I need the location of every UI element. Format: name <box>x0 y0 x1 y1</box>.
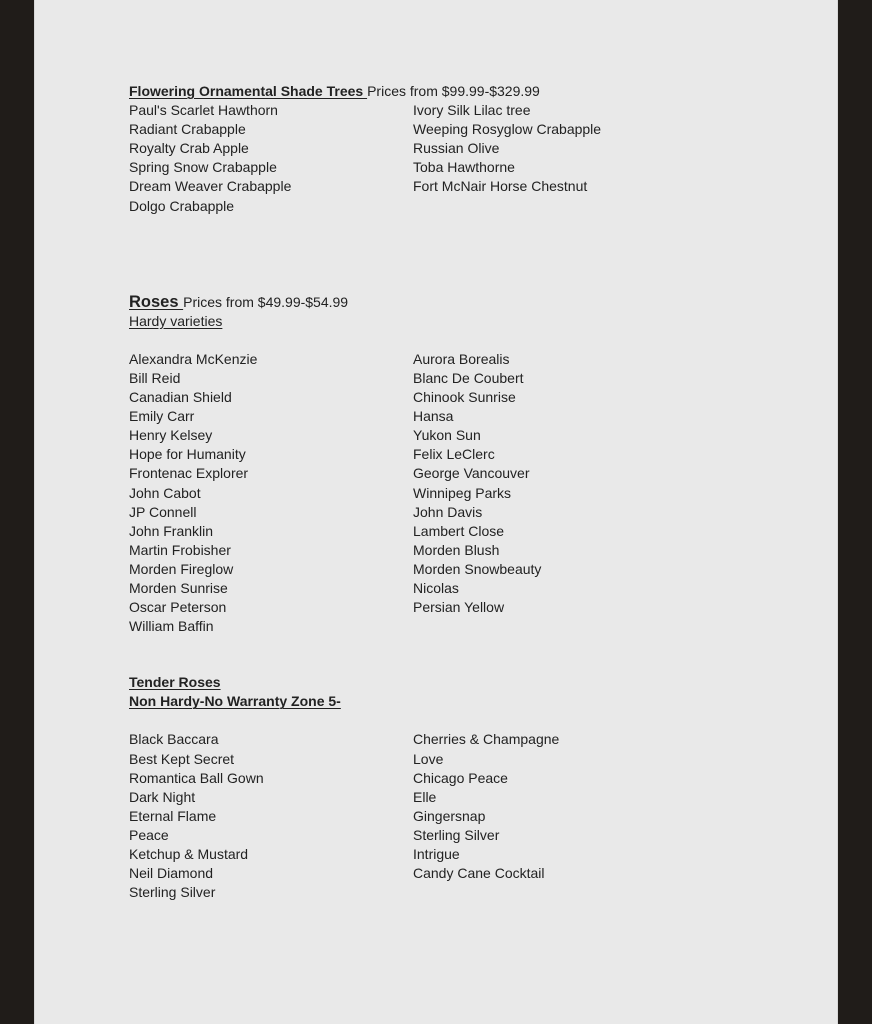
section-title: Flowering Ornamental Shade Trees <box>129 83 368 99</box>
list-item: Morden Sunrise <box>129 579 228 596</box>
list-item: Emily Carr <box>129 408 195 425</box>
list-item: Yukon Sun <box>413 427 481 444</box>
list-item: Lambert Close <box>413 522 505 539</box>
list-item: Winnipeg Parks <box>413 484 512 501</box>
list-item: Ketchup & Mustard <box>129 846 249 862</box>
list-item: Royalty Crab Apple <box>129 140 249 157</box>
list-item: Spring Snow Crabapple <box>129 159 277 176</box>
list-item: Sterling Silver <box>129 884 216 901</box>
item-columns <box>129 730 809 902</box>
list-item: Paul's Scarlet Hawthorn <box>129 102 278 119</box>
list-item: Eternal Flame <box>129 807 217 824</box>
list-item: William Baffin <box>129 618 214 635</box>
list-item: Cherries & Champagne <box>413 731 560 748</box>
right-column <box>413 101 713 216</box>
document-body <box>129 82 809 902</box>
list-item: Bill Reid <box>129 369 181 386</box>
list-item: Morden Fireglow <box>129 560 234 577</box>
list-item: Love <box>413 750 444 767</box>
list-item: Dream Weaver Crabapple <box>129 178 292 195</box>
left-column <box>129 350 413 636</box>
section-roses <box>129 293 809 637</box>
list-item: Alexandra McKenzie <box>129 350 258 367</box>
spacer <box>129 331 809 350</box>
list-item: Fort McNair Horse Chestnut <box>413 178 588 195</box>
section-subtitle: Non Hardy-No Warranty Zone 5- <box>129 693 341 710</box>
price-note: Prices from $99.99-$329.99 <box>367 83 540 99</box>
list-item: John Franklin <box>129 522 214 539</box>
list-item: Toba Hawthorne <box>413 159 515 176</box>
list-item: Black Baccara <box>129 731 219 748</box>
right-column <box>413 730 713 902</box>
section-heading <box>129 293 809 312</box>
list-item: Martin Frobisher <box>129 541 231 558</box>
list-item: John Cabot <box>129 484 201 501</box>
list-item: Aurora Borealis <box>413 350 510 367</box>
list-item: Felix LeClerc <box>413 446 495 463</box>
section-tender-roses <box>129 673 809 902</box>
list-item: Weeping Rosyglow Crabapple <box>413 121 602 138</box>
item-columns <box>129 350 809 636</box>
left-column <box>129 730 413 902</box>
list-item: Best Kept Secret <box>129 750 235 767</box>
right-column <box>413 350 713 636</box>
list-item: Chinook Sunrise <box>413 389 516 406</box>
section-shade-trees <box>129 82 809 216</box>
list-item: Oscar Peterson <box>129 599 227 616</box>
list-item: Henry Kelsey <box>129 427 213 444</box>
list-item: Frontenac Explorer <box>129 465 249 482</box>
list-item: Morden Blush <box>413 541 500 558</box>
list-item: Peace <box>129 826 169 843</box>
spacer <box>129 711 809 730</box>
section-subtitle: Hardy varieties <box>129 312 223 329</box>
list-item: Sterling Silver <box>413 826 500 843</box>
list-item: Persian Yellow <box>413 599 505 616</box>
list-item: Dolgo Crabapple <box>129 197 235 214</box>
list-item: JP Connell <box>129 503 197 520</box>
list-item: Neil Diamond <box>129 865 214 882</box>
document-page <box>34 0 838 1024</box>
list-item: Radiant Crabapple <box>129 121 246 138</box>
list-item: Candy Cane Cocktail <box>413 865 545 882</box>
list-item: Nicolas <box>413 579 459 596</box>
list-item: Ivory Silk Lilac tree <box>413 102 531 119</box>
list-item: Blanc De Coubert <box>413 369 524 386</box>
list-item: George Vancouver <box>413 465 530 482</box>
list-item: Hansa <box>413 408 454 425</box>
list-item: Gingersnap <box>413 807 486 824</box>
list-item: Romantica Ball Gown <box>129 769 264 786</box>
section-title: Roses <box>129 292 184 311</box>
list-item: Dark Night <box>129 788 196 805</box>
item-columns <box>129 101 809 216</box>
left-column <box>129 101 413 216</box>
section-heading <box>129 82 809 101</box>
section-title: Tender Roses <box>129 674 221 691</box>
list-item: Chicago Peace <box>413 769 508 786</box>
list-item: Intrigue <box>413 846 460 862</box>
list-item: Hope for Humanity <box>129 446 246 463</box>
price-note: Prices from $49.99-$54.99 <box>183 293 349 310</box>
list-item: Elle <box>413 788 437 805</box>
list-item: John Davis <box>413 503 483 520</box>
list-item: Canadian Shield <box>129 389 232 406</box>
list-item: Morden Snowbeauty <box>413 560 542 577</box>
list-item: Russian Olive <box>413 140 500 157</box>
